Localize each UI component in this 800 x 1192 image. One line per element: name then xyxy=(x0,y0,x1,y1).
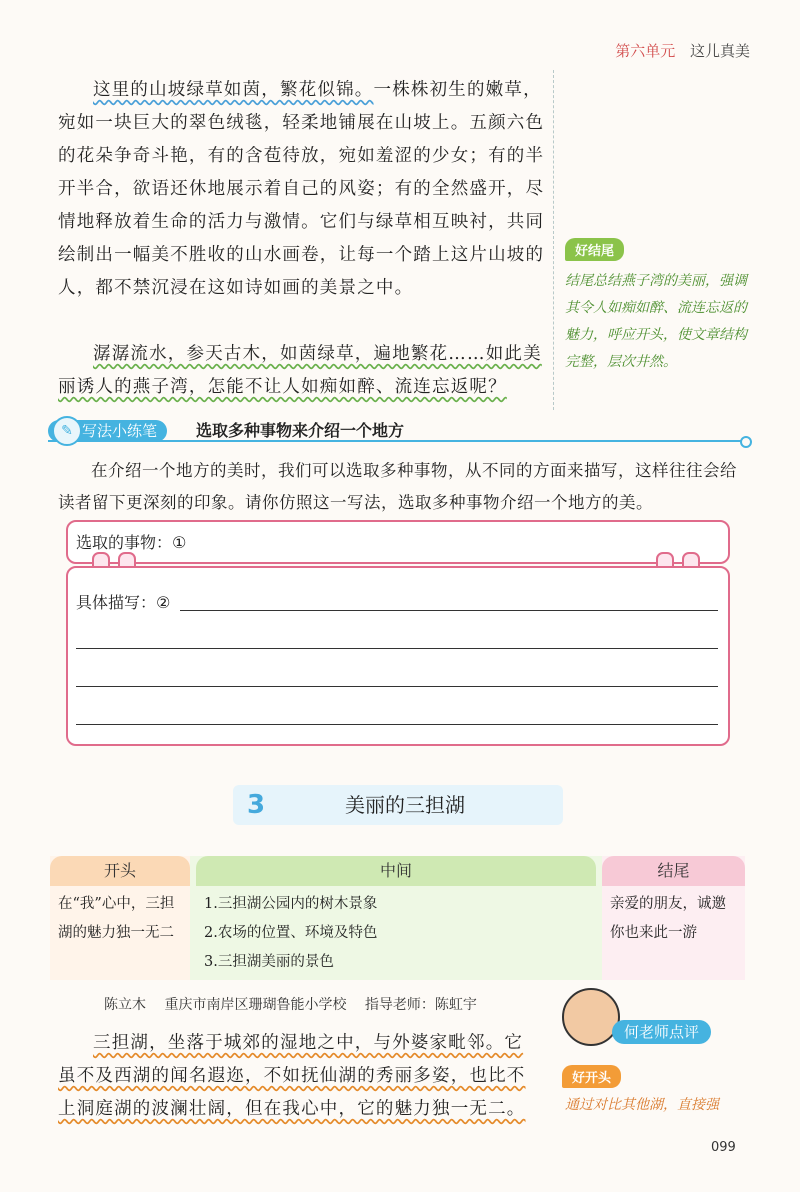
essay-opening: 三担湖，坐落于城郊的湿地之中，与外婆家毗邻。它虽不及西湖的闻名遐迩，不如抚仙湖的秀丽多姿，也比不上洞庭湖的波澜壮阔，但在我心中，它的魅力独一无二。 xyxy=(58,1033,526,1119)
things-box[interactable] xyxy=(66,520,730,564)
margin-divider xyxy=(553,70,554,410)
description-label: 具体描写：② xyxy=(76,593,171,612)
things-label: 选取的事物：① xyxy=(76,533,187,552)
essay-number: 3 xyxy=(247,790,266,820)
outline-end-body: 亲爱的朋友，诚邀你也来此一游 xyxy=(610,896,726,941)
practice-title: 选取多种事物来介绍一个地方 xyxy=(196,421,405,440)
practice-header xyxy=(48,420,748,444)
highlight-sentence: 这里的山坡绿草如茵，繁花似锦。 xyxy=(93,80,374,100)
unit-topic: 这儿真美 xyxy=(689,42,750,60)
school-name: 重庆市南岸区珊瑚鲁能小学校 xyxy=(164,997,347,1013)
essay-title: 美丽的三担湖 xyxy=(345,793,465,817)
essay-title-banner xyxy=(233,785,563,825)
good-ending-note: 结尾总结燕子湾的美丽，强调其令人如痴如醉、流连忘返的魅力，呼应开头，使文章结构完整，层次井然。 xyxy=(565,273,747,370)
essay-credit xyxy=(104,994,491,1014)
outline-item: 3.三担湖美丽的景色 xyxy=(204,954,334,970)
pen-icon: ✎ xyxy=(52,416,82,446)
writing-line[interactable] xyxy=(180,610,718,611)
outline-middle-head: 中间 xyxy=(196,856,596,886)
practice-pill: 写法小练笔 xyxy=(48,420,167,442)
good-opening-tag: 好开头 xyxy=(562,1065,621,1088)
teacher-label: 何老师点评 xyxy=(612,1020,711,1044)
passage-paragraph-1 xyxy=(58,74,548,305)
rule-end-dot xyxy=(740,436,752,448)
essay-outline xyxy=(50,856,745,980)
writing-line[interactable] xyxy=(76,648,718,649)
outline-end xyxy=(602,856,745,980)
practice-intro-text: 在介绍一个地方的美时，我们可以选取多种事物，从不同的方面来描写，这样往往会给读者留下更深刻的印象。请你仿照这一写法，选取多种事物介绍一个地方的美。 xyxy=(58,461,737,512)
outline-middle xyxy=(196,856,596,980)
teacher-avatar xyxy=(562,988,620,1046)
outline-start xyxy=(50,856,190,980)
advisor-name: 指导老师：陈虹宇 xyxy=(364,997,477,1013)
outline-end-head: 结尾 xyxy=(602,856,745,886)
author-name: 陈立木 xyxy=(104,997,146,1013)
outline-middle-body xyxy=(196,886,596,981)
conclusion-sentence: 潺潺流水，参天古木，如茵绿草，遍地繁花……如此美丽诱人的燕子湾，怎能不让人如痴如醉、流连忘返呢？ xyxy=(58,344,542,397)
outline-start-body: 在“我”心中，三担湖的魅力独一无二 xyxy=(58,896,175,941)
outline-item: 1.三担湖公园内的树木景象 xyxy=(204,896,378,912)
writing-line[interactable] xyxy=(76,724,718,725)
passage-paragraph-2 xyxy=(58,338,548,404)
good-ending-tag: 好结尾 xyxy=(565,238,624,261)
writing-line[interactable] xyxy=(76,686,718,687)
teacher-comment-header xyxy=(562,988,750,1048)
passage-text: 一株株初生的嫩草，宛如一块巨大的翠色绒毯，轻柔地铺展在山坡上。五颜六色的花朵争奇斗艳，有的含苞待放，宛如羞涩的少女；有的半开半合，欲语还休地展示着自己的风姿；有的全然盛开，尽情地释放着生命的活力与激情。它们与绿草相互映衬，共同绘制出一幅美不胜收的山水画卷，让每一个踏上这片山坡的人，都不禁沉浸在这如诗如画的美景之中。 xyxy=(58,80,545,298)
good-opening-note: 通过对比其他湖，直接强 xyxy=(565,1097,719,1113)
practice-intro xyxy=(58,455,753,519)
page-header xyxy=(615,40,750,61)
outline-item: 2.农场的位置、环境及特色 xyxy=(204,925,378,941)
essay-body xyxy=(58,1027,528,1126)
outline-start-head: 开头 xyxy=(50,856,190,886)
description-box[interactable] xyxy=(66,566,730,746)
unit-label: 第六单元 xyxy=(615,42,676,60)
page-number: 099 xyxy=(711,1140,736,1155)
